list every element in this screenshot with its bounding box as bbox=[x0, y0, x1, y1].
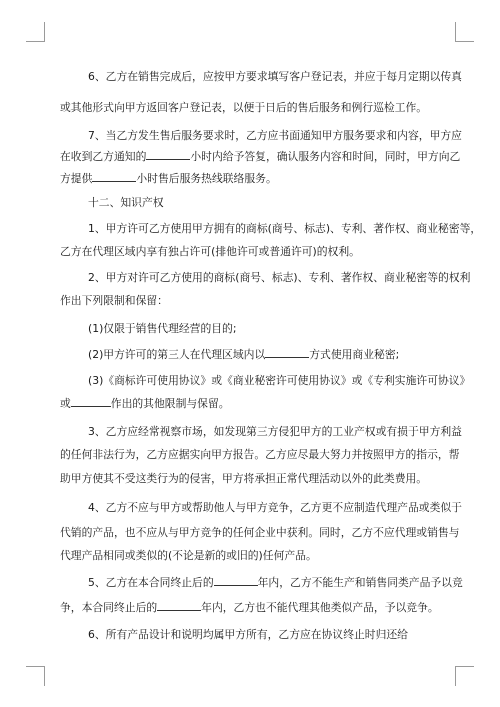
paragraph-line: 3、乙方应经常视察市场，如发现第三方侵犯甲方的工业产权或有损于甲方利益 bbox=[88, 425, 462, 438]
crop-mark-top-left bbox=[26, 41, 45, 42]
paragraph-line: 代理产品相同或类似的(不论是新的或旧的)任何产品。 bbox=[60, 549, 317, 562]
text-segment: 小时售后服务热线联络服务。 bbox=[136, 172, 277, 185]
text-segment: 争，本合同终止后的 bbox=[60, 601, 158, 614]
text-segment: 方式使用商业秘密; bbox=[309, 348, 400, 361]
paragraph-line: 的任何非法行为，乙方应据实向甲方报告。乙方应尽最大努力并按照甲方的指示，帮 bbox=[60, 448, 460, 461]
paragraph-line: 1、甲方许可乙方使用甲方拥有的商标(商号、标志)、专利、著作权、商业秘密等， bbox=[88, 222, 482, 235]
fill-in-blank bbox=[214, 575, 258, 586]
text-segment: 年内，乙方也不能代理其他类似产品，予以竞争。 bbox=[201, 601, 439, 614]
paragraph-line bbox=[60, 396, 230, 411]
paragraph-line: 6、乙方在销售完成后，应按甲方要求填写客户登记表，并应于每月定期以传真 bbox=[88, 70, 462, 83]
paragraph-line: 乙方在代理区域内享有独占许可(排他许可或普通许可)的权利。 bbox=[60, 245, 360, 258]
fill-in-blank bbox=[157, 600, 201, 611]
paragraph-line: 7、当乙方发生售后服务要求时，乙方应书面通知甲方服务要求和内容，甲方应 bbox=[88, 129, 462, 142]
paragraph-line bbox=[88, 575, 463, 590]
paragraph-line bbox=[60, 171, 277, 186]
crop-mark-bottom-left bbox=[26, 666, 45, 667]
text-segment: 作出的其他限制与保留。 bbox=[110, 397, 230, 410]
crop-mark-top-left bbox=[44, 22, 45, 42]
paragraph-line bbox=[60, 149, 460, 164]
paragraph-line bbox=[60, 600, 439, 615]
paragraph-line: 作出下列限制和保留： bbox=[60, 294, 168, 307]
section-heading: 十二、知识产权 bbox=[88, 196, 164, 209]
crop-mark-top-right bbox=[455, 41, 474, 42]
text-segment: 年内，乙方不能生产和销售同类产品予以竞 bbox=[257, 576, 463, 589]
list-item: (1)仅限于销售代理经营的目的; bbox=[88, 322, 237, 335]
paragraph-line: 4、乙方不应与甲方或帮助他人与甲方竞争，乙方更不应制造代理产品或类似于 bbox=[88, 501, 462, 514]
list-item bbox=[88, 347, 399, 362]
text-segment: 或 bbox=[60, 397, 71, 410]
paragraph-line: 2、甲方对许可乙方使用的商标(商号、标志)、专利、著作权、商业秘密等的权利 bbox=[88, 271, 471, 284]
paragraph-line: 代销的产品，也不应从与甲方竞争的任何企业中获利。同时，乙方不应代理或销售与 bbox=[60, 526, 460, 539]
text-segment: 在收到乙方通知的 bbox=[60, 150, 147, 163]
paragraph-line: 助甲方使其不受这类行为的侵害，甲方将承担正常代理活动以外的此类费用。 bbox=[60, 472, 428, 485]
text-segment: 小时内给予答复，确认服务内容和时间，同时，甲方向乙 bbox=[190, 150, 461, 163]
crop-mark-bottom-right bbox=[455, 666, 456, 686]
paragraph-line: 6、所有产品设计和说明均属甲方所有，乙方应在协议终止时归还给 bbox=[88, 628, 408, 641]
list-item: (3)《商标许可使用协议》或《商业秘密许可使用协议》或《专利实施许可协议》 bbox=[88, 374, 471, 387]
fill-in-blank bbox=[146, 149, 190, 160]
crop-mark-bottom-right bbox=[455, 666, 474, 667]
text-segment: 方提供 bbox=[60, 172, 93, 185]
fill-in-blank bbox=[71, 396, 111, 407]
text-segment: (2)甲方许可的第三人在代理区域内以 bbox=[88, 348, 266, 361]
crop-mark-bottom-left bbox=[44, 666, 45, 686]
crop-mark-top-right bbox=[455, 22, 456, 42]
fill-in-blank bbox=[265, 347, 309, 358]
text-segment: 5、乙方在本合同终止后的 bbox=[88, 576, 214, 589]
paragraph-line: 或其他形式向甲方返回客户登记表，以便于日后的售后服务和例行巡检工作。 bbox=[60, 101, 428, 114]
fill-in-blank bbox=[92, 171, 136, 182]
